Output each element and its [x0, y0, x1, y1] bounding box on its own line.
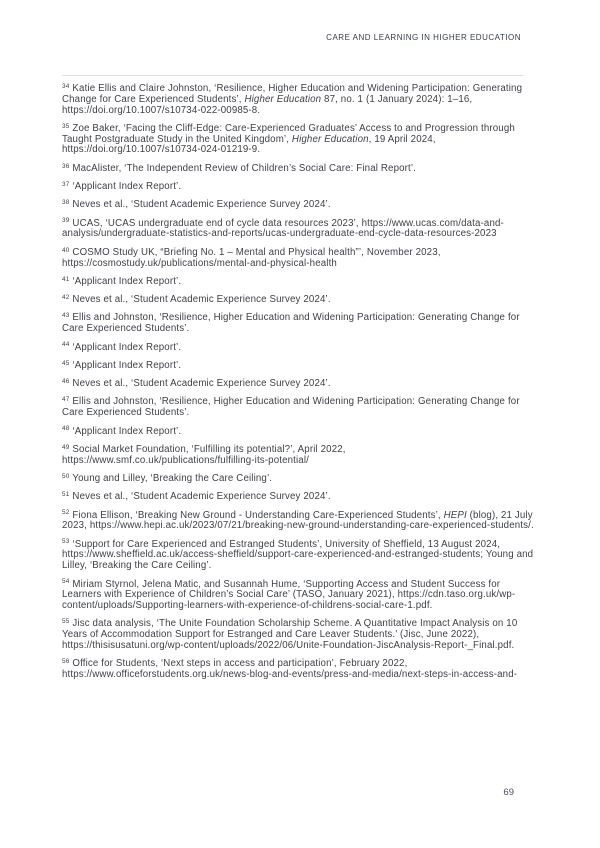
footnote — [62, 427, 534, 438]
footnote-text: Young and Lilley, ‘Breaking the Care Ceiling’. — [72, 472, 273, 484]
footnote-text: COSMO Study UK, “Briefing No. 1 – Mental and Physical health”’, November 2023, https://cosmostudy.uk/publications/mental-and-physical-health — [62, 246, 441, 269]
footnote — [62, 540, 534, 572]
footnote-number: 41 — [62, 275, 70, 283]
footnote — [62, 182, 534, 193]
footnote-number: 54 — [62, 578, 70, 586]
footnote-number: 44 — [62, 341, 70, 349]
footnote-text: Neves et al., ‘Student Academic Experience Survey 2024’. — [72, 378, 331, 390]
footnote-number: 55 — [62, 618, 70, 626]
footnote-text: ‘Applicant Index Report’. — [72, 359, 182, 371]
footnote-text: Zoe Baker, ‘Facing the Cliff-Edge: Care-Experienced Graduates’ Access to and Progression through Taught Postgraduate Study in the United Kingdom’, Higher Education, 19 April 2024, https://doi.org/10.1007/s10734-024-01219-9. — [62, 122, 515, 156]
footnotes-list — [62, 84, 534, 688]
footnote-text: ‘Applicant Index Report’. — [72, 275, 182, 287]
footnote — [62, 659, 534, 681]
footnote-text: ‘Applicant Index Report’. — [72, 341, 182, 353]
footnote — [62, 445, 534, 467]
footnote — [62, 219, 534, 241]
footnote — [62, 361, 534, 372]
footnote — [62, 474, 534, 485]
footnote-text: ‘Applicant Index Report’. — [72, 181, 182, 193]
footnote — [62, 492, 534, 503]
footnote-text: Ellis and Johnston, ‘Resilience, Higher Education and Widening Participation: Generating Change for Care Experienced Students’. — [62, 396, 520, 419]
footnote — [62, 124, 534, 156]
footnote-text: ‘Support for Care Experienced and Estranged Students’, University of Sheffield, 13 August 2024, https://www.sheffield.ac.uk/access-sheffield/support-care-experienced-and-estranged-students; Young and Lilley, ‘Breaking the Care Ceiling’. — [62, 538, 534, 572]
page-number: 69 — [503, 787, 514, 798]
footnote-text: Neves et al., ‘Student Academic Experience Survey 2024’. — [72, 491, 331, 503]
footnote-text: ‘Applicant Index Report’. — [72, 425, 182, 437]
footnote-number: 35 — [62, 122, 70, 130]
footnote — [62, 379, 534, 390]
footnote — [62, 619, 534, 651]
footnote — [62, 84, 534, 116]
footnote-number: 43 — [62, 312, 70, 320]
footnote-number: 39 — [62, 217, 70, 225]
footnote-number: 47 — [62, 396, 70, 404]
footnote — [62, 248, 534, 270]
footnote — [62, 277, 534, 288]
footnote-number: 48 — [62, 425, 70, 433]
footnote-text: Office for Students, ‘Next steps in access and participation’, February 2022, https://www.officeforstudents.org.uk/news-blog-and-events/press-and-media/next-steps-in-access-and- — [62, 658, 518, 681]
footnote-number: 46 — [62, 377, 70, 385]
footnote-text: Katie Ellis and Claire Johnston, ‘Resilience, Higher Education and Widening Participation: Generating Change for Care Experienced Students’, Higher Education 87, no. 1 (1 January 2024): 1–16, https://doi.org/10.1007/s10734-022-00985-8. — [62, 83, 523, 116]
footnote-number: 36 — [62, 162, 70, 170]
footnote — [62, 511, 534, 533]
footnote-number: 34 — [62, 82, 70, 90]
footnote — [62, 397, 534, 419]
footnote-text: Neves et al., ‘Student Academic Experience Survey 2024’. — [72, 199, 331, 211]
footnote — [62, 295, 534, 306]
footnote-number: 56 — [62, 658, 70, 666]
footnote-text: UCAS, ‘UCAS undergraduate end of cycle data resources 2023’, https://www.ucas.com/data-and-analysis/undergraduate-statistics-and-reports/ucas-undergraduate-end-cycle-data-resources-2023 — [62, 217, 504, 240]
footnote — [62, 343, 534, 354]
footnote-number: 53 — [62, 538, 70, 546]
footnote-number: 38 — [62, 199, 70, 207]
footnote-text: MacAlister, ‘The Independent Review of Children’s Social Care: Final Report’. — [72, 162, 417, 174]
footnote-number: 52 — [62, 509, 70, 517]
footnote-number: 49 — [62, 443, 70, 451]
footnote-text: Ellis and Johnston, ‘Resilience, Higher Education and Widening Participation: Generating Change for Care Experienced Students’. — [62, 312, 520, 335]
footnote-number: 42 — [62, 293, 70, 301]
footnote-text: Miriam Styrnol, Jelena Matic, and Susannah Hume, ‘Supporting Access and Student Success for Learners with Experience of Children’s Social Care’ (TASO, January 2021), https://cdn.taso.org.uk/wp-content/uploads/Supporting-learners-with-experience-of-childrens-social-care-1.pdf. — [62, 578, 516, 612]
footnote-number: 40 — [62, 246, 70, 254]
footnote-text: Fiona Ellison, ‘Breaking New Ground - Understanding Care-Experienced Students’, HEPI (blog), 21 July 2023, https://www.hepi.ac.uk/2023/07/21/breaking-new-ground-understanding-care-experienced-students/. — [62, 509, 534, 532]
footnote — [62, 164, 534, 175]
header-divider — [62, 75, 523, 76]
footnote-number: 45 — [62, 359, 70, 367]
footnote — [62, 580, 534, 612]
footnote-number: 37 — [62, 180, 70, 188]
footnote-text: Jisc data analysis, ‘The Unite Foundation Scholarship Scheme. A Quantitative Impact Analysis on 10 Years of Accommodation Support for Estranged and Care Leaver Students.’ (Jisc, June 2022), https://thisisusatuni.org/wp-content/uploads/2022/06/Unite-Foundation-JiscAnalysis-Report-_Final.pdf. — [62, 618, 518, 651]
footnote — [62, 313, 534, 335]
footnote-number: 51 — [62, 491, 70, 499]
running-header: CARE AND LEARNING IN HIGHER EDUCATION — [326, 33, 521, 42]
footnote-text: Neves et al., ‘Student Academic Experience Survey 2024’. — [72, 294, 331, 306]
footnote — [62, 200, 534, 211]
footnote-number: 50 — [62, 472, 70, 480]
footnote-text: Social Market Foundation, ‘Fulfilling its potential?’, April 2022, https://www.smf.co.uk/publications/fulfilling-its-potential/ — [62, 443, 346, 466]
